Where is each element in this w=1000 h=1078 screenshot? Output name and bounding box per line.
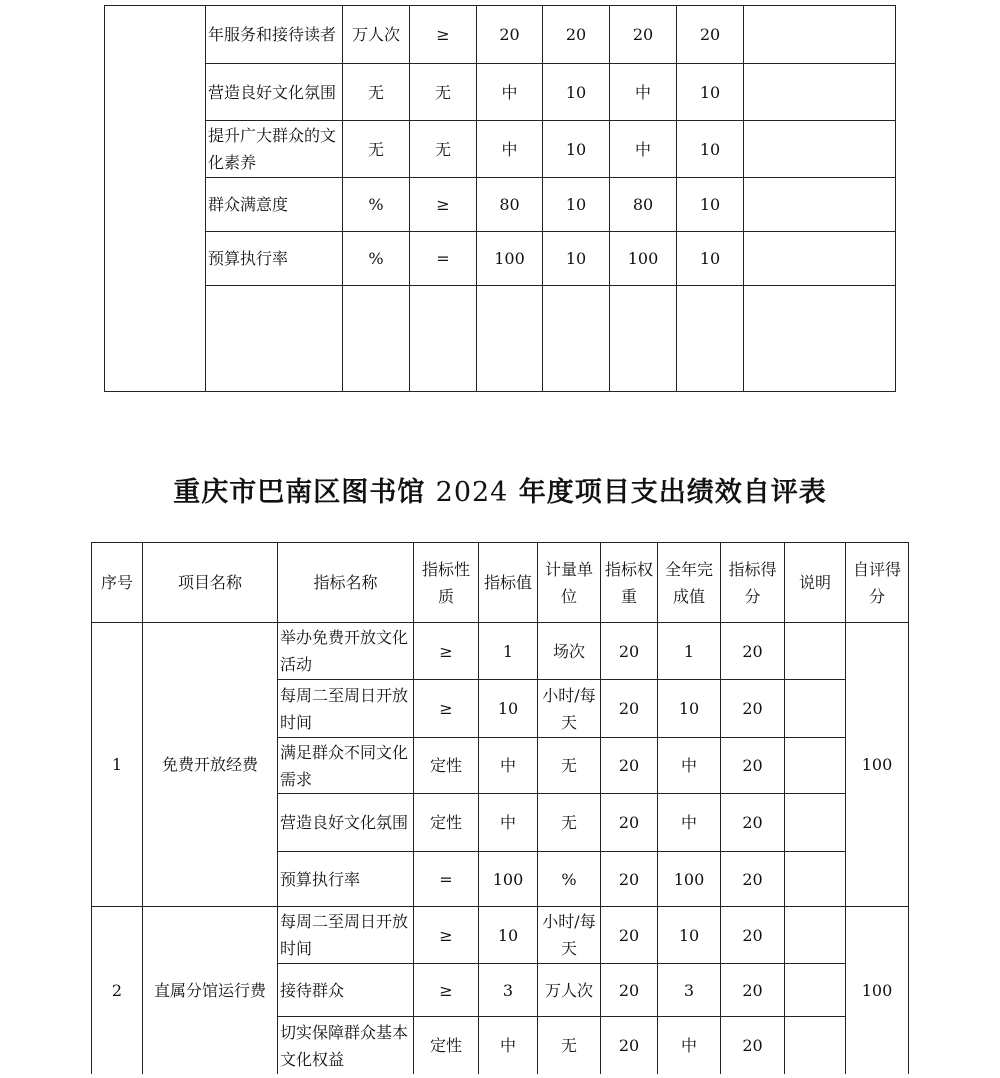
value-cell: 中 [479,1017,538,1075]
header-project: 项目名称 [143,543,278,623]
indicator-name: 满足群众不同文化需求 [278,738,414,794]
unit-cell: 无 [538,738,601,794]
score-cell: 20 [721,1017,785,1075]
nature-cell: 定性 [414,794,479,852]
nature-cell: 定性 [414,1017,479,1075]
value-cell: 3 [479,964,538,1017]
unit-cell: 无 [538,1017,601,1075]
note-cell [785,1017,846,1075]
indicator-name: 每周二至周日开放时间 [278,680,414,738]
note-cell [744,178,896,232]
score-cell: 20 [721,964,785,1017]
page-title [0,470,1000,509]
note-cell [785,680,846,738]
header-weight: 指标权重 [601,543,658,623]
score-cell: 20 [721,680,785,738]
weight-cell: 20 [601,623,658,680]
header-done: 全年完成值 [658,543,721,623]
score-cell: 20 [721,623,785,680]
done-cell: 中 [610,121,677,178]
nature-cell: ≥ [414,907,479,964]
score-cell: 10 [677,64,744,121]
header-indicator: 指标名称 [278,543,414,623]
score-cell: 10 [677,121,744,178]
weight-cell: 20 [601,680,658,738]
nature-cell: = [414,852,479,907]
indicator-name: 营造良好文化氛围 [206,64,343,121]
table-row [92,623,909,680]
done-cell: 中 [610,64,677,121]
top-continuation-table [104,5,896,392]
table-row [105,121,896,178]
self-score: 100 [846,623,909,907]
done-cell: 中 [658,738,721,794]
note-cell [785,852,846,907]
unit-cell: % [343,232,410,286]
header-seq: 序号 [92,543,143,623]
weight-cell: 20 [601,1017,658,1075]
note-cell [785,623,846,680]
merged-cell [105,6,206,392]
score-cell: 10 [677,178,744,232]
nature-cell: 无 [410,121,477,178]
value-cell: 100 [479,852,538,907]
table-row [105,6,896,64]
evaluation-table [91,542,909,1075]
nature-cell: ≥ [414,680,479,738]
project-seq: 2 [92,907,143,1075]
page-cutoff [0,1074,1000,1078]
value-cell: 中 [477,121,543,178]
indicator-name: 接待群众 [278,964,414,1017]
done-cell: 100 [610,232,677,286]
score-cell: 10 [677,232,744,286]
value-cell: 80 [477,178,543,232]
weight-cell: 10 [543,178,610,232]
header-note: 说明 [785,543,846,623]
value-cell: 10 [479,680,538,738]
note-cell [744,64,896,121]
self-score: 100 [846,907,909,1075]
unit-cell: 万人次 [343,6,410,64]
header-score: 指标得分 [721,543,785,623]
unit-cell: 无 [343,64,410,121]
done-cell: 1 [658,623,721,680]
table-row [105,232,896,286]
nature-cell: ≥ [414,964,479,1017]
indicator-name: 预算执行率 [278,852,414,907]
done-cell: 80 [610,178,677,232]
weight-cell: 10 [543,64,610,121]
project-seq: 1 [92,623,143,907]
nature-cell: ≥ [414,623,479,680]
unit-cell: 无 [343,121,410,178]
value-cell: 10 [479,907,538,964]
weight-cell: 20 [601,738,658,794]
done-cell: 3 [658,964,721,1017]
note-cell [744,232,896,286]
title-suffix: 年度项目支出绩效自评表 [518,477,827,508]
indicator-name: 群众满意度 [206,178,343,232]
title-prefix: 重庆市巴南区图书馆 [173,477,426,508]
score-cell: 20 [721,907,785,964]
value-cell: 100 [477,232,543,286]
score-cell: 20 [721,852,785,907]
indicator-name: 切实保障群众基本文化权益 [278,1017,414,1075]
unit-cell: % [538,852,601,907]
indicator-name: 每周二至周日开放时间 [278,907,414,964]
nature-cell: 无 [410,64,477,121]
score-cell: 20 [721,794,785,852]
table-row-empty [105,286,896,392]
unit-cell: % [343,178,410,232]
weight-cell: 10 [543,121,610,178]
value-cell: 1 [479,623,538,680]
indicator-name: 年服务和接待读者 [206,6,343,64]
title-year: 2024 [435,477,509,508]
header-row [92,543,909,623]
indicator-name: 举办免费开放文化活动 [278,623,414,680]
header-value: 指标值 [479,543,538,623]
done-cell: 100 [658,852,721,907]
weight-cell: 20 [601,907,658,964]
indicator-name: 预算执行率 [206,232,343,286]
unit-cell: 场次 [538,623,601,680]
header-nature: 指标性质 [414,543,479,623]
header-self-score: 自评得分 [846,543,909,623]
done-cell: 10 [658,680,721,738]
nature-cell: ≥ [410,178,477,232]
note-cell [744,121,896,178]
weight-cell: 20 [601,964,658,1017]
value-cell: 中 [477,64,543,121]
note-cell [744,6,896,64]
weight-cell: 20 [601,794,658,852]
unit-cell: 无 [538,794,601,852]
note-cell [785,964,846,1017]
score-cell: 20 [721,738,785,794]
unit-cell: 万人次 [538,964,601,1017]
project-name: 直属分馆运行费 [143,907,278,1075]
weight-cell: 20 [543,6,610,64]
done-cell: 20 [610,6,677,64]
nature-cell: = [410,232,477,286]
table-row [92,907,909,964]
done-cell: 中 [658,1017,721,1075]
table-row [105,178,896,232]
nature-cell: 定性 [414,738,479,794]
done-cell: 10 [658,907,721,964]
nature-cell: ≥ [410,6,477,64]
unit-cell: 小时/每天 [538,907,601,964]
unit-cell: 小时/每天 [538,680,601,738]
weight-cell: 10 [543,232,610,286]
note-cell [785,738,846,794]
table-row [105,64,896,121]
indicator-name: 提升广大群众的文化素养 [206,121,343,178]
value-cell: 中 [479,738,538,794]
project-name: 免费开放经费 [143,623,278,907]
indicator-name: 营造良好文化氛围 [278,794,414,852]
value-cell: 20 [477,6,543,64]
note-cell [785,794,846,852]
value-cell: 中 [479,794,538,852]
done-cell: 中 [658,794,721,852]
score-cell: 20 [677,6,744,64]
header-unit: 计量单位 [538,543,601,623]
weight-cell: 20 [601,852,658,907]
note-cell [785,907,846,964]
